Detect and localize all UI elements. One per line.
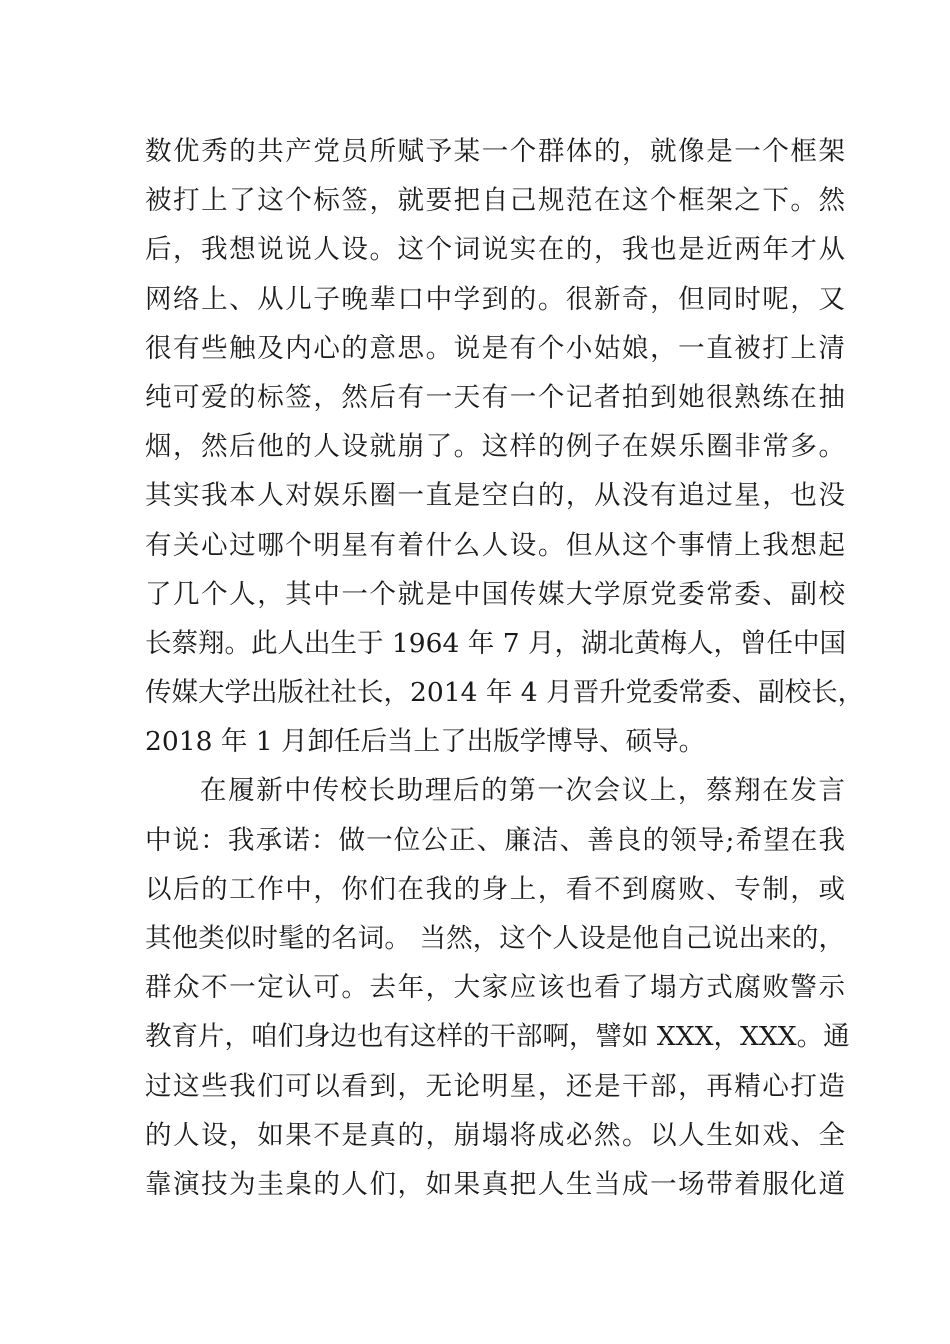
text-line: 群众不一定认可。去年，大家应该也看了塌方式腐败警示 <box>145 972 845 1004</box>
text-line: 了几个人，其中一个就是中国传媒大学原党委常委、副校 <box>145 578 845 610</box>
text-line: 其实我本人对娱乐圈一直是空白的，从没有追过星，也没 <box>145 480 845 512</box>
text-line: 被打上了这个标签，就要把自己规范在这个框架之下。然 <box>145 185 845 217</box>
text-line: 网络上、从儿子晚辈口中学到的。很新奇，但同时呢，又 <box>145 283 845 315</box>
text-line: 其他类似时髦的名词。 当然，这个人设是他自己说出来的， <box>145 923 845 954</box>
text-line: 以后的工作中，你们在我的身上，看不到腐败、专制，或 <box>145 873 845 905</box>
text-line: 很有些触及内心的意思。说是有个小姑娘，一直被打上清 <box>145 332 845 364</box>
text-line: 中说：我承诺：做一位公正、廉洁、善良的领导;希望在我 <box>145 824 845 856</box>
text-line: 有关心过哪个明星有着什么人设。但从这个事情上我想起 <box>145 529 845 561</box>
paragraph-first-line: 在履新中传校长助理后的第一次会议上，蔡翔在发言 <box>200 775 845 807</box>
text-line: 数优秀的共产党员所赋予某一个群体的，就像是一个框架 <box>145 136 845 167</box>
text-line: 教育片，咱们身边也有这样的干部啊，譬如 XXX，XXX。通 <box>145 1021 850 1053</box>
text-line: 过这些我们可以看到，无论明星，还是干部，再精心打造 <box>145 1070 845 1102</box>
text-line: 纯可爱的标签，然后有一天有一个记者拍到她很熟练在抽 <box>145 381 845 413</box>
text-line: 长蔡翔。此人出生于 1964 年 7 月，湖北黄梅人，曾任中国 <box>145 627 846 659</box>
text-line: 传媒大学出版社社长，2014 年 4 月晋升党委常委、副校长， <box>145 677 865 709</box>
text-line: 烟，然后他的人设就崩了。这样的例子在娱乐圈非常多。 <box>145 431 845 463</box>
text-line: 后，我想说说人设。这个词说实在的，我也是近两年才从 <box>145 234 845 266</box>
text-line: 靠演技为圭臬的人们，如果真把人生当成一场带着服化道 <box>145 1168 845 1200</box>
text-line: 的人设，如果不是真的，崩塌将成必然。以人生如戏、全 <box>145 1119 845 1151</box>
body-text <box>145 127 865 1209</box>
text-line: 2018 年 1 月卸任后当上了出版学博导、硕导。 <box>145 726 706 758</box>
